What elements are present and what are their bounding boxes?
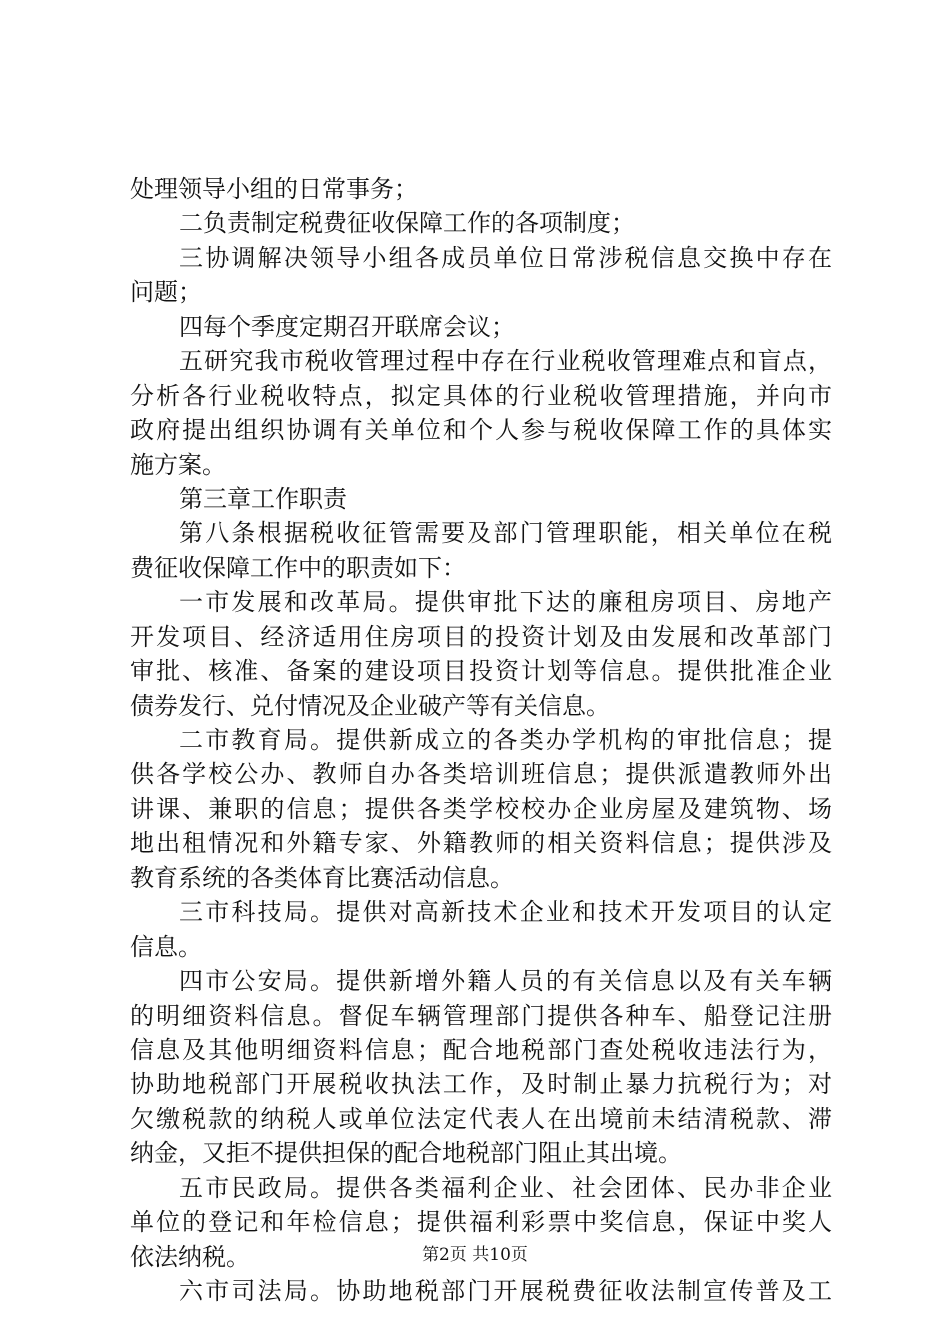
text-line: 施方案。 (130, 450, 226, 479)
text-line: 的明细资料信息。督促车辆管理部门提供各种车、船登记注册 (130, 1001, 832, 1030)
text-line: 三市科技局。提供对高新技术企业和技术开发项目的认定 (179, 898, 832, 927)
text-line: 问题； (130, 278, 202, 307)
text-line: 信息。 (130, 932, 202, 961)
page-number-footer: 第2页 共10页 (422, 1245, 528, 1265)
text-line: 供各学校公办、教师自办各类培训班信息；提供派遣教师外出 (130, 760, 832, 789)
text-line: 四每个季度定期召开联席会议； (179, 312, 515, 341)
text-line: 开发项目、经济适用住房项目的投资计划及由发展和改革部门 (130, 622, 832, 651)
text-line: 处理领导小组的日常事务； (130, 175, 418, 203)
text-line: 第三章工作职责 (179, 484, 347, 513)
text-line: 第八条根据税收征管需要及部门管理职能，相关单位在税 (179, 519, 832, 548)
text-line: 政府提出组织协调有关单位和个人参与税收保障工作的具体实 (130, 416, 832, 445)
text-line: 五研究我市税收管理过程中存在行业税收管理难点和盲点， (179, 347, 832, 376)
text-line: 欠缴税款的纳税人或单位法定代表人在出境前未结清税款、滞 (130, 1104, 832, 1133)
text-line: 三协调解决领导小组各成员单位日常涉税信息交换中存在 (179, 243, 832, 272)
text-line: 讲课、兼职的信息；提供各类学校校办企业房屋及建筑物、场 (130, 794, 832, 823)
text-line: 信息及其他明细资料信息；配合地税部门查处税收违法行为， (130, 1035, 832, 1064)
document-body (130, 172, 832, 1308)
text-line: 依法纳税。 (130, 1242, 250, 1271)
text-line: 纳金，又拒不提供担保的配合地税部门阻止其出境。 (130, 1139, 682, 1168)
text-line: 债券发行、兑付情况及企业破产等有关信息。 (130, 691, 610, 720)
text-line: 审批、核准、备案的建设项目投资计划等信息。提供批准企业 (130, 657, 832, 686)
text-line: 地出租情况和外籍专家、外籍教师的相关资料信息；提供涉及 (130, 829, 832, 858)
text-line: 二市教育局。提供新成立的各类办学机构的审批信息；提 (179, 726, 832, 754)
text-line: 六市司法局。协助地税部门开展税费征收法制宣传普及工 (179, 1277, 832, 1305)
text-line: 五市民政局。提供各类福利企业、社会团体、民办非企业 (179, 1173, 832, 1202)
text-line: 四市公安局。提供新增外籍人员的有关信息以及有关车辆 (179, 967, 832, 996)
text-line: 费征收保障工作中的职责如下： (130, 553, 466, 582)
text-line: 二负责制定税费征收保障工作的各项制度； (179, 209, 635, 238)
text-line: 协助地税部门开展税收执法工作，及时制止暴力抗税行为；对 (130, 1070, 832, 1099)
text-line: 一市发展和改革局。提供审批下达的廉租房项目、房地产 (179, 588, 832, 617)
text-line: 教育系统的各类体育比赛活动信息。 (130, 863, 514, 892)
text-line: 分析各行业税收特点，拟定具体的行业税收管理措施，并向市 (130, 381, 832, 410)
text-line: 单位的登记和年检信息；提供福利彩票中奖信息，保证中奖人 (130, 1208, 832, 1237)
